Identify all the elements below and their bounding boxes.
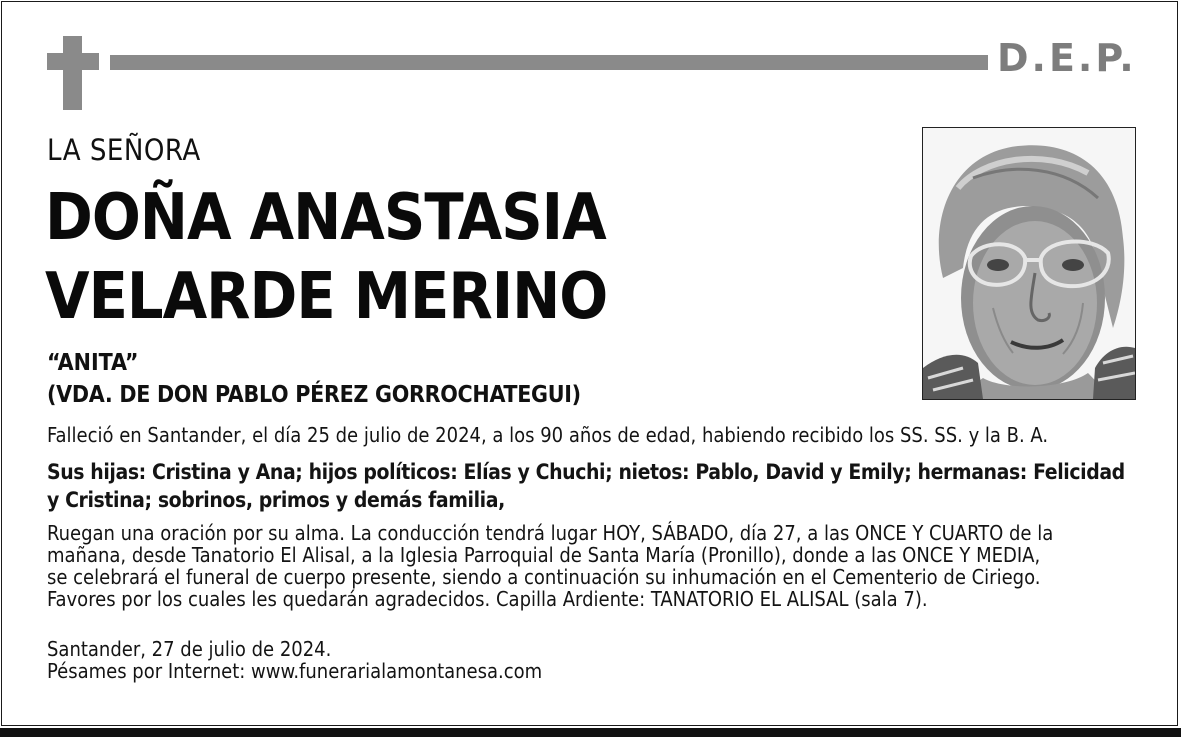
ceremony-line: mañana, desde Tanatorio El Alisal, a la Iglesia Parroquial de Santa María (Pronillo), donde a las ONCE Y MEDIA, bbox=[47, 543, 1041, 567]
deceased-name-line2: VELARDE MERINO bbox=[45, 260, 608, 334]
family-paragraph bbox=[47, 458, 1147, 514]
ceremony-paragraph bbox=[47, 522, 1147, 610]
bottom-band bbox=[0, 728, 1181, 737]
ceremony-line: se celebrará el funeral de cuerpo presente, siendo a continuación su inhumación en el Cementerio de Ciriego. bbox=[47, 565, 1041, 589]
condolences-link[interactable]: Pésames por Internet: www.funerarialamontanesa.com bbox=[47, 659, 543, 683]
place-date: Santander, 27 de julio de 2024. bbox=[47, 637, 332, 661]
widow-of: (VDA. DE DON PABLO PÉREZ GORROCHATEGUI) bbox=[47, 382, 581, 408]
dep-label: D.E.P. bbox=[997, 36, 1137, 80]
family-line: Sus hijas: Cristina y Ana; hijos políticos: Elías y Chuchi; nietos: Pablo, David y Emily; hermanas: Felicidad bbox=[47, 460, 1125, 484]
header-rule bbox=[110, 55, 988, 70]
closing-paragraph bbox=[47, 638, 1147, 682]
family-line: y Cristina; sobrinos, primos y demás familia, bbox=[47, 488, 505, 512]
ceremony-line: Ruegan una oración por su alma. La conducción tendrá lugar HOY, SÁBADO, día 27, a las ONCE Y CUARTO de la bbox=[47, 521, 1054, 545]
portrait-photo bbox=[922, 127, 1136, 400]
nickname: “ANITA” bbox=[47, 350, 139, 376]
ceremony-line: Favores por los cuales les quedarán agradecidos. Capilla Ardiente: TANATORIO EL ALISAL (sala 7). bbox=[47, 587, 928, 611]
death-notice: Falleció en Santander, el día 25 de julio de 2024, a los 90 años de edad, habiendo recibido los SS. SS. y la B. A. bbox=[47, 423, 1049, 447]
honorific: LA SEÑORA bbox=[47, 133, 201, 167]
deceased-name-line1: DOÑA ANASTASIA bbox=[45, 181, 606, 255]
cross-icon bbox=[47, 36, 99, 110]
